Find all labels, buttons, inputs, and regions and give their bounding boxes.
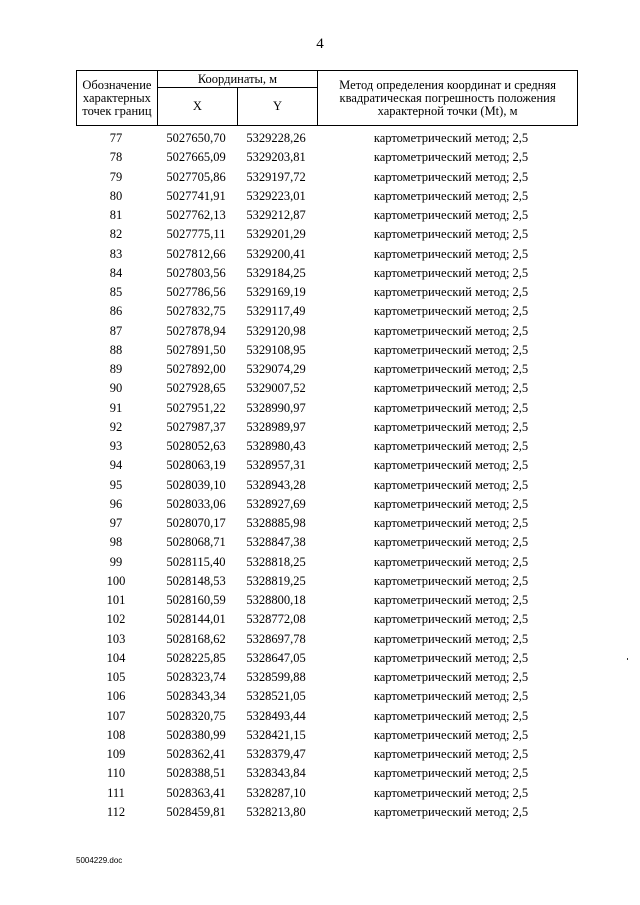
coord-x: 5028225,85: [166, 650, 226, 665]
method-accuracy: картометрический метод; 2,5: [373, 766, 529, 781]
table-row: [76, 764, 578, 783]
coord-x: 5028363,41: [166, 785, 226, 800]
method-accuracy: картометрический метод; 2,5: [373, 785, 529, 800]
point-number: 88: [109, 342, 123, 357]
coord-y: 5328885,98: [246, 516, 306, 530]
table-row: [76, 630, 578, 649]
point-number: 100: [106, 573, 126, 588]
point-number: 89: [109, 362, 123, 376]
coord-x: 5027650,70: [166, 131, 226, 145]
coord-y: 5328957,31: [246, 458, 306, 473]
method-accuracy: картометрический метод; 2,5: [373, 747, 529, 761]
point-number: 81: [109, 208, 123, 222]
table-row: [76, 399, 578, 418]
method-accuracy: картометрический метод; 2,5: [373, 439, 529, 453]
point-number: 109: [106, 747, 126, 761]
coord-x: 5027741,91: [166, 188, 226, 203]
method-accuracy: картометрический метод; 2,5: [373, 265, 529, 280]
method-accuracy: картометрический метод; 2,5: [373, 131, 529, 145]
scan-speck: [627, 658, 628, 660]
method-accuracy: картометрический метод; 2,5: [373, 150, 529, 165]
method-accuracy: картометрический метод; 2,5: [373, 362, 529, 376]
coord-y: 5328989,97: [246, 419, 306, 434]
point-number: 98: [109, 535, 123, 550]
point-number: 84: [109, 265, 123, 280]
point-number: 80: [109, 188, 123, 203]
coord-y: 5328287,10: [246, 785, 306, 800]
method-accuracy: картометрический метод; 2,5: [373, 631, 529, 646]
coord-y: 5328647,05: [246, 650, 306, 665]
coord-y: 5329074,29: [246, 362, 306, 376]
table-row: [76, 148, 578, 167]
table-row: [76, 495, 578, 514]
table-row: [76, 476, 578, 495]
table-row: [76, 283, 578, 302]
table-row: [76, 784, 578, 803]
table-row: [76, 302, 578, 321]
method-accuracy: картометрический метод; 2,5: [373, 804, 529, 819]
table-row: [76, 225, 578, 244]
point-number: 83: [109, 246, 123, 261]
coord-x: 5028168,62: [166, 631, 226, 646]
coord-x: 5027705,86: [166, 169, 226, 184]
method-accuracy: картометрический метод; 2,5: [373, 554, 529, 569]
coord-y: 5328800,18: [246, 593, 306, 607]
header-y: Y: [237, 88, 317, 126]
point-number: 96: [109, 496, 123, 511]
point-number: 103: [106, 631, 126, 646]
table-row: [76, 707, 578, 726]
coord-x: 5027775,11: [166, 227, 226, 242]
coord-y: 5328943,28: [246, 477, 306, 492]
coord-x: 5028115,40: [166, 554, 226, 569]
table-row: [76, 572, 578, 591]
page-number: 4: [316, 36, 324, 52]
table-row: [76, 264, 578, 283]
header-coordinates: Координаты, м: [157, 71, 317, 88]
point-number: 93: [109, 439, 123, 453]
coord-y: 5328213,80: [246, 804, 306, 819]
method-accuracy: картометрический метод; 2,5: [373, 246, 529, 261]
point-number: 101: [106, 593, 126, 607]
table-row: [76, 553, 578, 572]
coord-y: 5329203,81: [246, 150, 306, 165]
coord-x: 5028362,41: [166, 747, 226, 761]
table-row: [76, 418, 578, 437]
method-accuracy: картометрический метод; 2,5: [373, 400, 529, 415]
point-number: 99: [109, 554, 123, 569]
coord-x: 5027665,09: [166, 150, 226, 165]
coord-x: 5027891,50: [166, 342, 226, 357]
table-row: [76, 322, 578, 341]
coord-x: 5028320,75: [166, 708, 226, 723]
point-number: 97: [109, 516, 123, 530]
point-number: 110: [106, 766, 126, 781]
method-accuracy: картометрический метод; 2,5: [373, 323, 529, 338]
coord-y: 5329201,29: [246, 227, 306, 242]
coord-y: 5329184,25: [246, 265, 306, 280]
coord-x: 5028039,10: [166, 477, 226, 492]
coord-x: 5028052,63: [166, 439, 226, 453]
coord-x: 5028070,17: [166, 516, 226, 530]
coord-y: 5328379,47: [246, 747, 306, 761]
point-number: 105: [106, 670, 126, 684]
coord-x: 5028068,71: [166, 535, 226, 550]
point-number: 85: [109, 285, 123, 299]
table-row: [76, 726, 578, 745]
coord-x: 5028323,74: [166, 670, 226, 684]
table-row: [76, 168, 578, 187]
coord-y: 5328847,38: [246, 535, 306, 550]
coord-y: 5328819,25: [246, 573, 306, 588]
table-row: [76, 341, 578, 360]
coord-y: 5328927,69: [246, 496, 306, 511]
table-row: [76, 745, 578, 764]
header-designation: Обозначение характерных точек границ: [77, 71, 158, 126]
table-row: [76, 591, 578, 610]
header-x: X: [157, 88, 237, 126]
table-row: [76, 360, 578, 379]
coord-y: 5328599,88: [246, 670, 306, 684]
method-accuracy: картометрический метод; 2,5: [373, 593, 529, 607]
coord-y: 5329120,98: [246, 323, 306, 338]
coord-x: 5028144,01: [166, 612, 226, 627]
table-header: [76, 70, 578, 126]
coord-x: 5027762,13: [166, 208, 226, 222]
coord-y: 5329169,19: [246, 285, 306, 299]
method-accuracy: картометрический метод; 2,5: [373, 612, 529, 627]
method-accuracy: картометрический метод; 2,5: [373, 650, 529, 665]
coord-x: 5028033,06: [166, 496, 226, 511]
coord-y: 5328980,43: [246, 439, 306, 453]
coord-y: 5328421,15: [246, 727, 306, 742]
coord-x: 5028459,81: [166, 804, 226, 819]
table-body: [76, 129, 578, 822]
method-accuracy: картометрический метод; 2,5: [373, 419, 529, 434]
coord-y: 5329223,01: [246, 188, 306, 203]
coord-x: 5027951,22: [166, 400, 226, 415]
point-number: 111: [107, 785, 125, 800]
coord-x: 5028148,53: [166, 573, 226, 588]
method-accuracy: картометрический метод; 2,5: [373, 670, 529, 684]
method-accuracy: картометрический метод; 2,5: [373, 516, 529, 530]
point-number: 86: [109, 304, 123, 319]
coord-y: 5328697,78: [246, 631, 306, 646]
point-number: 90: [109, 381, 123, 396]
method-accuracy: картометрический метод; 2,5: [373, 342, 529, 357]
coord-x: 5028063,19: [166, 458, 226, 473]
point-number: 102: [106, 612, 126, 627]
method-accuracy: картометрический метод; 2,5: [373, 169, 529, 184]
coord-x: 5028160,59: [166, 593, 226, 607]
point-number: 82: [109, 227, 123, 242]
coord-x: 5027878,94: [166, 323, 226, 338]
point-number: 107: [106, 708, 126, 723]
method-accuracy: картометрический метод; 2,5: [373, 381, 529, 396]
point-number: 78: [109, 150, 123, 165]
point-number: 108: [106, 727, 126, 742]
table-row: [76, 206, 578, 225]
table-row: [76, 668, 578, 687]
coord-y: 5328990,97: [246, 400, 306, 415]
method-accuracy: картометрический метод; 2,5: [373, 708, 529, 723]
point-number: 106: [106, 689, 126, 704]
document-filename: 5004229.doc: [76, 856, 123, 865]
coord-y: 5329228,26: [246, 131, 306, 145]
method-accuracy: картометрический метод; 2,5: [373, 535, 529, 550]
coord-x: 5027812,66: [166, 246, 226, 261]
point-number: 112: [106, 804, 126, 819]
coord-y: 5328493,44: [246, 708, 306, 723]
table-row: [76, 187, 578, 206]
table-row: [76, 533, 578, 552]
coord-x: 5028380,99: [166, 727, 226, 742]
point-number: 77: [109, 131, 123, 145]
coord-x: 5028388,51: [166, 766, 226, 781]
point-number: 92: [109, 419, 123, 434]
point-number: 87: [109, 323, 123, 338]
table-row: [76, 610, 578, 629]
method-accuracy: картометрический метод; 2,5: [373, 458, 529, 473]
method-accuracy: картометрический метод; 2,5: [373, 188, 529, 203]
table-row: [76, 245, 578, 264]
method-accuracy: картометрический метод; 2,5: [373, 689, 529, 704]
coord-x: 5027803,56: [166, 265, 226, 280]
table-row: [76, 379, 578, 398]
table-row: [76, 649, 578, 668]
coord-y: 5328818,25: [246, 554, 306, 569]
coord-y: 5329007,52: [246, 381, 306, 396]
coord-y: 5329117,49: [246, 304, 306, 319]
coord-x: 5027786,56: [166, 285, 226, 299]
method-accuracy: картометрический метод; 2,5: [373, 573, 529, 588]
method-accuracy: картометрический метод; 2,5: [373, 208, 529, 222]
coord-x: 5027987,37: [166, 419, 226, 434]
table-row: [76, 129, 578, 148]
point-number: 91: [109, 400, 123, 415]
coord-y: 5328521,05: [246, 689, 306, 704]
method-accuracy: картометрический метод; 2,5: [373, 477, 529, 492]
coord-y: 5329197,72: [246, 169, 306, 184]
table-row: [76, 437, 578, 456]
table-row: [76, 687, 578, 706]
table-row: [76, 514, 578, 533]
table-row: [76, 456, 578, 475]
coord-y: 5329108,95: [246, 342, 306, 357]
coord-y: 5329200,41: [246, 246, 306, 261]
point-number: 79: [109, 169, 123, 184]
coord-x: 5027928,65: [166, 381, 226, 396]
coord-y: 5329212,87: [246, 208, 306, 222]
coord-y: 5328343,84: [246, 766, 306, 781]
table-row: [76, 803, 578, 822]
coord-x: 5028343,34: [166, 689, 226, 704]
method-accuracy: картометрический метод; 2,5: [373, 727, 529, 742]
coord-x: 5027892,00: [166, 362, 226, 376]
method-accuracy: картометрический метод; 2,5: [373, 285, 529, 299]
method-accuracy: картометрический метод; 2,5: [373, 227, 529, 242]
point-number: 94: [109, 458, 123, 473]
coord-x: 5027832,75: [166, 304, 226, 319]
point-number: 104: [106, 650, 126, 665]
method-accuracy: картометрический метод; 2,5: [373, 496, 529, 511]
method-accuracy: картометрический метод; 2,5: [373, 304, 529, 319]
header-method: Метод определения координат и средняя квадратическая погрешность положения характерной точки (Mt), м: [318, 71, 578, 126]
coord-y: 5328772,08: [246, 612, 306, 627]
point-number: 95: [109, 477, 123, 492]
